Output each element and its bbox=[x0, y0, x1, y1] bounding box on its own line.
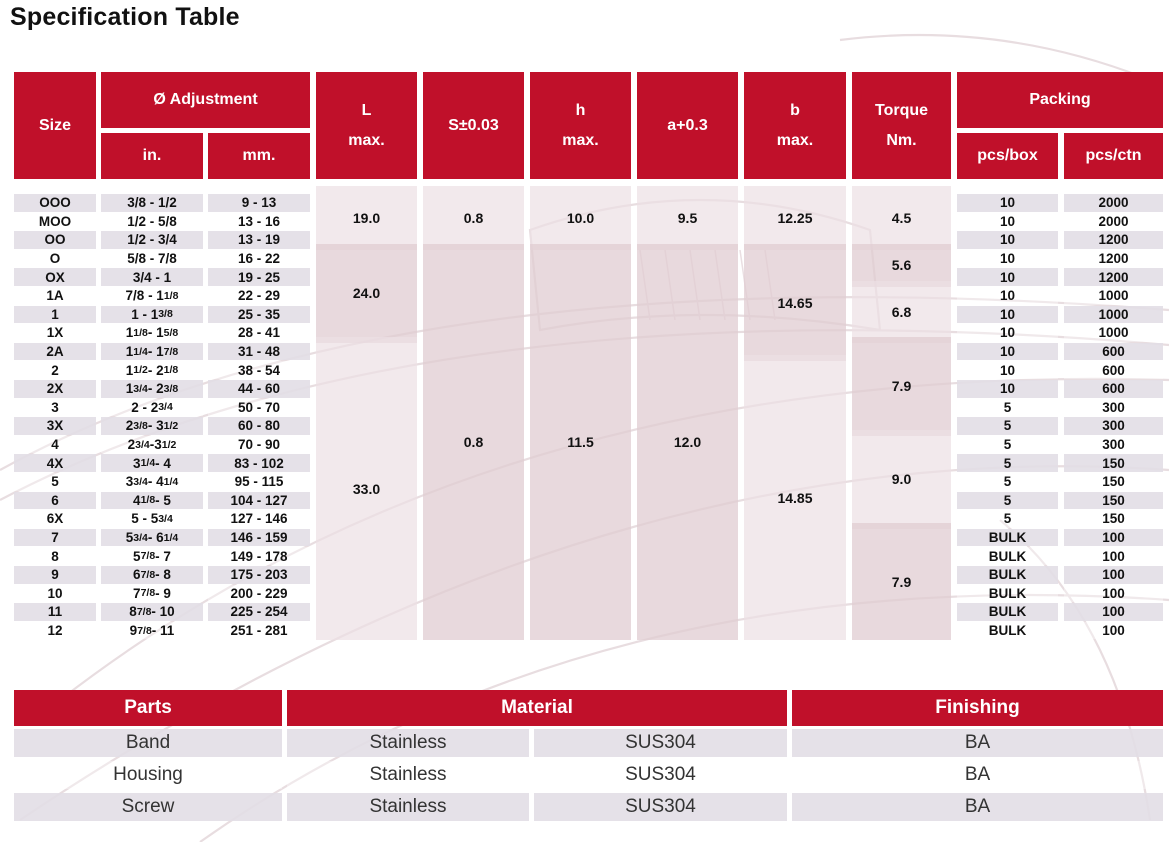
adjustment-mm-cell: 44 - 60 bbox=[237, 381, 281, 397]
size-cell: 3X bbox=[46, 418, 64, 434]
size-cell: 1X bbox=[46, 325, 64, 341]
pcs-ctn-cell: 1000 bbox=[1098, 306, 1129, 322]
pcs-ctn-cell: 600 bbox=[1102, 344, 1125, 360]
adjustment-in-cell: 5 7/8 - 7 bbox=[133, 548, 171, 564]
adjustment-in-cell: 9 7/8 - 11 bbox=[129, 623, 175, 639]
size-cell: O bbox=[49, 251, 61, 267]
b-value: 14.65 bbox=[744, 244, 846, 362]
pcs-ctn-cell: 100 bbox=[1102, 623, 1125, 639]
pcs-box-cell: 10 bbox=[999, 344, 1016, 360]
adjustment-mm-cell: 19 - 25 bbox=[237, 269, 281, 285]
adjustment-in-cell: 3 1/4 - 4 bbox=[133, 455, 171, 471]
size-cell: 3 bbox=[51, 399, 59, 415]
adjustment-mm-cell: 175 - 203 bbox=[230, 567, 288, 583]
adjustment-in-cell: 2 3/4 -3 1/2 bbox=[127, 437, 177, 453]
s-value: 0.8 bbox=[423, 244, 524, 641]
pcs-ctn-cell: 1200 bbox=[1098, 232, 1129, 248]
pcs-ctn-cell: 150 bbox=[1102, 511, 1125, 527]
pcs-box-cell: 10 bbox=[999, 306, 1016, 322]
pcs-ctn-cell: 150 bbox=[1102, 474, 1125, 490]
adjustment-mm-cell: 251 - 281 bbox=[230, 623, 288, 639]
adjustment-in-cell: 5/8 - 7/8 bbox=[127, 251, 177, 267]
adjustment-mm-cell: 146 - 159 bbox=[230, 530, 288, 546]
size-cell: 8 bbox=[51, 548, 59, 564]
pcs-ctn-cell: 300 bbox=[1102, 399, 1125, 415]
size-cell: 7 bbox=[51, 530, 59, 546]
header-torque-line1: Torque bbox=[874, 101, 929, 119]
finishing-cell: BA bbox=[964, 764, 991, 785]
pcs-box-cell: 10 bbox=[999, 251, 1016, 267]
materials-header-finishing: Finishing bbox=[792, 690, 1163, 726]
pcs-ctn-cell: 100 bbox=[1102, 548, 1125, 564]
pcs-box-cell: BULK bbox=[988, 585, 1027, 601]
header-b bbox=[744, 72, 846, 179]
size-cell: 2X bbox=[46, 381, 64, 397]
size-cell: 1 bbox=[51, 306, 59, 322]
pcs-box-cell: 5 bbox=[1003, 399, 1012, 415]
header-h-line1: h bbox=[575, 101, 586, 119]
part-cell: Housing bbox=[113, 764, 183, 785]
adjustment-in-cell: 1/2 - 5/8 bbox=[127, 213, 177, 229]
header-l-line2: max. bbox=[348, 131, 385, 149]
header-pcs-ctn: pcs/ctn bbox=[1064, 133, 1163, 179]
adjustment-in-cell: 5 - 5 3/4 bbox=[131, 511, 173, 527]
pcs-ctn-cell: 600 bbox=[1102, 362, 1125, 378]
grade-cell: SUS304 bbox=[625, 796, 696, 817]
size-cell: 6X bbox=[46, 511, 64, 527]
b-value: 12.25 bbox=[744, 186, 846, 250]
adjustment-mm-cell: 127 - 146 bbox=[230, 511, 288, 527]
adjustment-in-cell: 3/4 - 1 bbox=[132, 269, 172, 285]
grade-cell: SUS304 bbox=[625, 764, 696, 785]
adjustment-mm-cell: 83 - 102 bbox=[234, 455, 284, 471]
adjustment-in-cell: 1 3/4 - 2 3/8 bbox=[125, 381, 179, 397]
material-cell: Stainless bbox=[369, 796, 447, 817]
adjustment-mm-cell: 31 - 48 bbox=[237, 344, 281, 360]
header-b-line1: b bbox=[790, 101, 800, 119]
torque-value: 4.5 bbox=[852, 186, 951, 250]
adjustment-mm-cell: 16 - 22 bbox=[237, 251, 281, 267]
materials-header-material: Material bbox=[287, 690, 787, 726]
pcs-box-cell: 5 bbox=[1003, 455, 1012, 471]
pcs-ctn-cell: 150 bbox=[1102, 492, 1125, 508]
adjustment-in-cell: 5 3/4 - 6 1/4 bbox=[125, 530, 179, 546]
header-l bbox=[316, 72, 417, 179]
pcs-box-cell: 10 bbox=[999, 362, 1016, 378]
torque-value: 7.9 bbox=[852, 337, 951, 436]
pcs-box-cell: BULK bbox=[988, 623, 1027, 639]
size-cell: 1A bbox=[46, 288, 64, 304]
header-torque-line2: Nm. bbox=[886, 131, 917, 149]
pcs-box-cell: 5 bbox=[1003, 492, 1012, 508]
pcs-box-cell: 10 bbox=[999, 325, 1016, 341]
pcs-box-cell: 10 bbox=[999, 288, 1016, 304]
adjustment-mm-cell: 60 - 80 bbox=[237, 418, 281, 434]
header-torque bbox=[852, 72, 951, 179]
adjustment-mm-cell: 38 - 54 bbox=[237, 362, 281, 378]
finishing-cell: BA bbox=[964, 732, 991, 753]
torque-value: 6.8 bbox=[852, 281, 951, 343]
size-cell: OO bbox=[44, 232, 66, 248]
adjustment-mm-cell: 25 - 35 bbox=[237, 306, 281, 322]
size-cell: 12 bbox=[47, 623, 63, 639]
adjustment-mm-cell: 200 - 229 bbox=[230, 585, 288, 601]
page-title: Specification Table bbox=[10, 3, 240, 31]
h-value: 10.0 bbox=[530, 186, 631, 250]
pcs-box-cell: BULK bbox=[988, 604, 1027, 620]
header-size: Size bbox=[14, 72, 96, 179]
size-cell: 2A bbox=[46, 344, 64, 360]
adjustment-in-cell: 4 1/8 - 5 bbox=[133, 492, 171, 508]
size-cell: 9 bbox=[51, 567, 59, 583]
adjustment-mm-cell: 95 - 115 bbox=[234, 474, 284, 490]
adjustment-in-cell: 6 7/8 - 8 bbox=[133, 567, 171, 583]
material-cell: Stainless bbox=[369, 764, 447, 785]
header-h-line2: max. bbox=[562, 131, 599, 149]
header-l-line1: L bbox=[361, 101, 372, 119]
pcs-ctn-cell: 150 bbox=[1102, 455, 1125, 471]
h-value: 11.5 bbox=[530, 244, 631, 641]
pcs-ctn-cell: 2000 bbox=[1098, 213, 1129, 229]
adjustment-in-cell: 1 1/8 - 1 5/8 bbox=[125, 325, 179, 341]
size-cell: 4 bbox=[51, 437, 59, 453]
pcs-box-cell: BULK bbox=[988, 567, 1027, 583]
size-cell: 2 bbox=[51, 362, 59, 378]
pcs-box-cell: BULK bbox=[988, 530, 1027, 546]
adjustment-in-cell: 3/8 - 1/2 bbox=[127, 195, 177, 211]
material-cell: Stainless bbox=[369, 732, 447, 753]
adjustment-mm-cell: 22 - 29 bbox=[237, 288, 281, 304]
grade-cell: SUS304 bbox=[625, 732, 696, 753]
adjustment-in-cell: 3 3/4 - 4 1/4 bbox=[125, 474, 179, 490]
header-a: a+0.3 bbox=[637, 72, 738, 179]
a-value: 9.5 bbox=[637, 186, 738, 250]
l-value: 33.0 bbox=[316, 337, 417, 641]
pcs-box-cell: 5 bbox=[1003, 474, 1012, 490]
adjustment-mm-cell: 13 - 16 bbox=[237, 213, 281, 229]
b-value: 14.85 bbox=[744, 355, 846, 640]
pcs-box-cell: 10 bbox=[999, 381, 1016, 397]
size-cell: 10 bbox=[47, 585, 63, 601]
adjustment-in-cell: 1/2 - 3/4 bbox=[127, 232, 177, 248]
header-h bbox=[530, 72, 631, 179]
header-packing: Packing bbox=[957, 72, 1163, 128]
part-cell: Screw bbox=[121, 796, 175, 817]
pcs-ctn-cell: 600 bbox=[1102, 381, 1125, 397]
l-value: 24.0 bbox=[316, 244, 417, 343]
header-mm: mm. bbox=[208, 133, 310, 179]
adjustment-in-cell: 2 - 2 3/4 bbox=[131, 399, 173, 415]
a-value: 12.0 bbox=[637, 244, 738, 641]
torque-value: 5.6 bbox=[852, 244, 951, 287]
adjustment-in-cell: 1 1/2 - 2 1/8 bbox=[125, 362, 179, 378]
size-cell: MOO bbox=[38, 213, 72, 229]
pcs-ctn-cell: 1200 bbox=[1098, 251, 1129, 267]
header-pcs-box: pcs/box bbox=[957, 133, 1058, 179]
pcs-box-cell: 5 bbox=[1003, 511, 1012, 527]
torque-value: 9.0 bbox=[852, 430, 951, 529]
l-value: 19.0 bbox=[316, 186, 417, 250]
adjustment-mm-cell: 9 - 13 bbox=[241, 195, 277, 211]
s-value: 0.8 bbox=[423, 186, 524, 250]
pcs-box-cell: 5 bbox=[1003, 437, 1012, 453]
header-adjustment: Ø Adjustment bbox=[101, 72, 310, 128]
pcs-ctn-cell: 1000 bbox=[1098, 325, 1129, 341]
size-cell: 5 bbox=[51, 474, 59, 490]
adjustment-in-cell: 7 7/8 - 9 bbox=[133, 585, 171, 601]
pcs-box-cell: 5 bbox=[1003, 418, 1012, 434]
pcs-ctn-cell: 100 bbox=[1102, 585, 1125, 601]
adjustment-in-cell: 7/8 - 1 1/8 bbox=[125, 288, 179, 304]
pcs-box-cell: 10 bbox=[999, 195, 1016, 211]
pcs-box-cell: 10 bbox=[999, 213, 1016, 229]
adjustment-in-cell: 1 1/4 - 1 7/8 bbox=[125, 344, 179, 360]
header-in: in. bbox=[101, 133, 203, 179]
adjustment-mm-cell: 149 - 178 bbox=[230, 548, 288, 564]
size-cell: OOO bbox=[39, 195, 71, 211]
pcs-ctn-cell: 300 bbox=[1102, 437, 1125, 453]
pcs-ctn-cell: 100 bbox=[1102, 530, 1125, 546]
adjustment-in-cell: 1 - 1 3/8 bbox=[131, 306, 173, 322]
size-cell: 6 bbox=[51, 492, 59, 508]
finishing-cell: BA bbox=[964, 796, 991, 817]
pcs-ctn-cell: 100 bbox=[1102, 604, 1125, 620]
adjustment-mm-cell: 104 - 127 bbox=[230, 492, 288, 508]
part-cell: Band bbox=[125, 732, 171, 753]
pcs-ctn-cell: 1000 bbox=[1098, 288, 1129, 304]
pcs-ctn-cell: 100 bbox=[1102, 567, 1125, 583]
header-b-line2: max. bbox=[776, 131, 814, 149]
adjustment-mm-cell: 50 - 70 bbox=[237, 399, 281, 415]
size-cell: 4X bbox=[46, 455, 64, 471]
adjustment-mm-cell: 225 - 254 bbox=[230, 604, 288, 620]
adjustment-mm-cell: 13 - 19 bbox=[237, 232, 281, 248]
pcs-ctn-cell: 300 bbox=[1102, 418, 1125, 434]
materials-header-parts: Parts bbox=[14, 690, 282, 726]
pcs-ctn-cell: 1200 bbox=[1098, 269, 1129, 285]
header-s: S±0.03 bbox=[423, 72, 524, 179]
pcs-box-cell: 10 bbox=[999, 232, 1016, 248]
adjustment-in-cell: 8 7/8 - 10 bbox=[129, 604, 175, 620]
adjustment-mm-cell: 70 - 90 bbox=[237, 437, 281, 453]
adjustment-in-cell: 2 3/8 - 3 1/2 bbox=[125, 418, 179, 434]
size-cell: OX bbox=[45, 269, 65, 285]
adjustment-mm-cell: 28 - 41 bbox=[237, 325, 281, 341]
pcs-ctn-cell: 2000 bbox=[1098, 195, 1129, 211]
size-cell: 11 bbox=[47, 604, 63, 620]
torque-value: 7.9 bbox=[852, 523, 951, 641]
pcs-box-cell: BULK bbox=[988, 548, 1027, 564]
pcs-box-cell: 10 bbox=[999, 269, 1016, 285]
